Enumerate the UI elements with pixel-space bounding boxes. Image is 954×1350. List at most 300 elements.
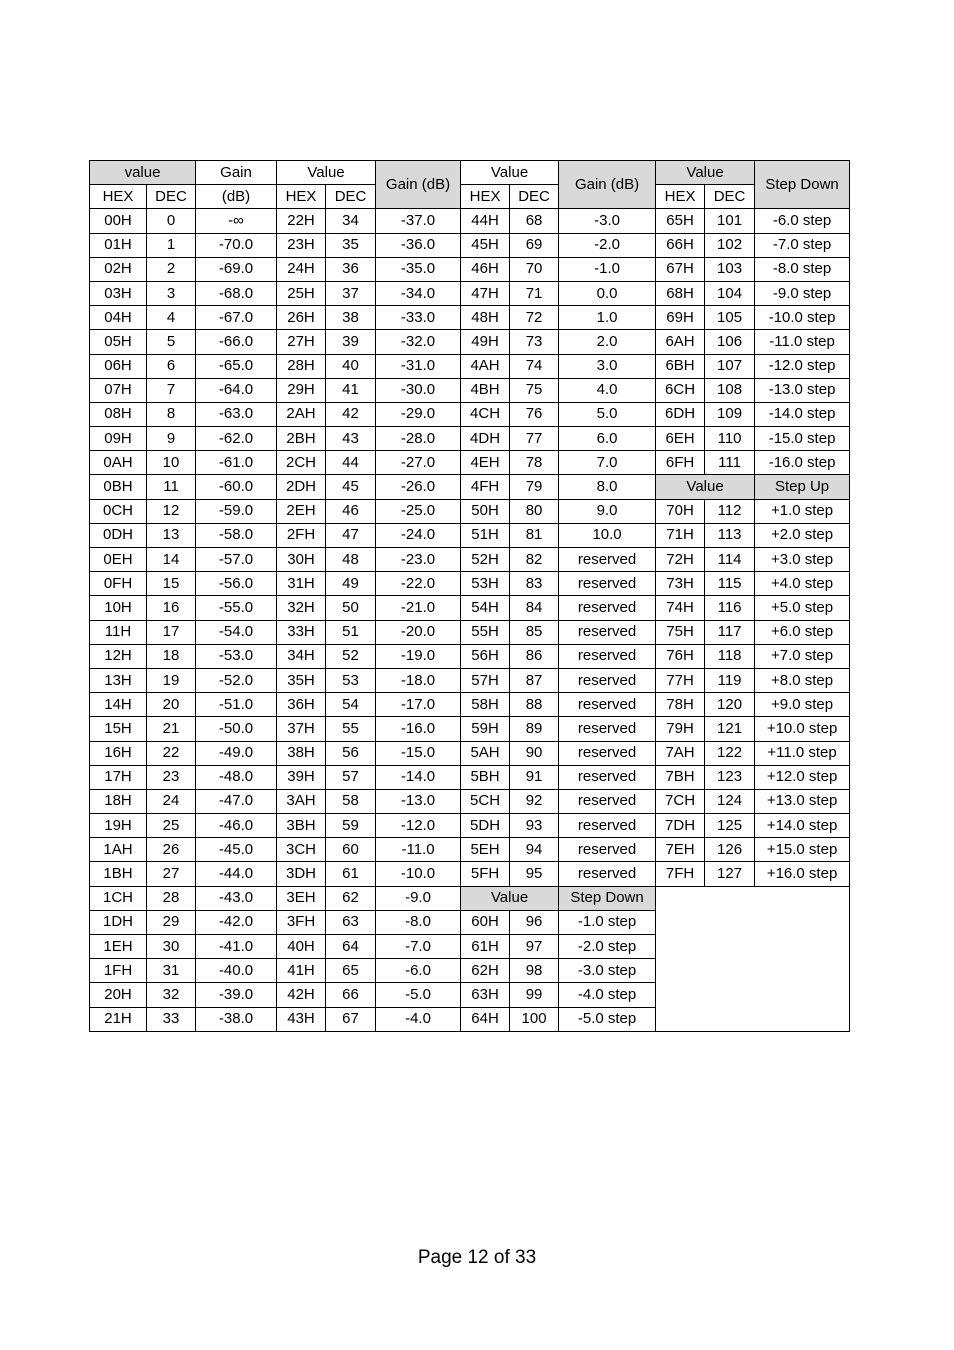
table-row — [90, 209, 850, 233]
g1-hex: 00H — [90, 209, 147, 233]
g3-dec: 80 — [510, 499, 559, 523]
g4b-dec: 116 — [705, 596, 755, 620]
g2-dec: 63 — [326, 910, 376, 934]
g2-value: -23.0 — [376, 548, 461, 572]
table-row — [90, 886, 850, 910]
g4b-value: +6.0 step — [755, 620, 850, 644]
table-row — [90, 233, 850, 257]
g3-dec: 93 — [510, 814, 559, 838]
g1-hex: 08H — [90, 402, 147, 426]
g2-hex: 32H — [277, 596, 326, 620]
g3-value: reserved — [559, 572, 656, 596]
g4-value: -6.0 step — [755, 209, 850, 233]
g3b-dec: 100 — [510, 1007, 559, 1031]
g1-dec: 7 — [147, 378, 196, 402]
g2-dec: 38 — [326, 306, 376, 330]
header-value-3: Value — [461, 161, 559, 185]
g4b-value: +9.0 step — [755, 693, 850, 717]
g4b-dec: 112 — [705, 499, 755, 523]
g4b-dec: 114 — [705, 548, 755, 572]
g4b-dec: 117 — [705, 620, 755, 644]
g4-value: -7.0 step — [755, 233, 850, 257]
g2-value: -24.0 — [376, 523, 461, 547]
g2-hex: 3EH — [277, 886, 326, 910]
g2-dec: 65 — [326, 959, 376, 983]
g3-value: -2.0 — [559, 233, 656, 257]
g1-hex: 0FH — [90, 572, 147, 596]
g2-value: -33.0 — [376, 306, 461, 330]
g2-dec: 53 — [326, 668, 376, 692]
g4-hex: 67H — [656, 257, 705, 281]
g1-value: -47.0 — [196, 789, 277, 813]
g1-dec: 9 — [147, 427, 196, 451]
g3b-hex: 64H — [461, 1007, 510, 1031]
g3-dec: 75 — [510, 378, 559, 402]
g2-value: -12.0 — [376, 814, 461, 838]
g1-hex: 12H — [90, 644, 147, 668]
g3-hex: 4AH — [461, 354, 510, 378]
g3-hex: 53H — [461, 572, 510, 596]
g1-hex: 11H — [90, 620, 147, 644]
g1-value: -57.0 — [196, 548, 277, 572]
g2-hex: 3AH — [277, 789, 326, 813]
g4-value: -13.0 step — [755, 378, 850, 402]
g1-hex: 0DH — [90, 523, 147, 547]
table-row — [90, 306, 850, 330]
g2-hex: 40H — [277, 935, 326, 959]
g3-value: reserved — [559, 548, 656, 572]
g1-hex: 17H — [90, 765, 147, 789]
g3-hex: 55H — [461, 620, 510, 644]
g1-hex: 1CH — [90, 886, 147, 910]
g1-value: -41.0 — [196, 935, 277, 959]
g2-dec: 47 — [326, 523, 376, 547]
g2-dec: 44 — [326, 451, 376, 475]
g4-dec: 111 — [705, 451, 755, 475]
g3-value: 6.0 — [559, 427, 656, 451]
g2-dec: 42 — [326, 402, 376, 426]
g2-dec: 67 — [326, 1007, 376, 1031]
g4-value: -9.0 step — [755, 281, 850, 305]
g3b-dec: 99 — [510, 983, 559, 1007]
g3-value: reserved — [559, 789, 656, 813]
g4b-dec: 119 — [705, 668, 755, 692]
table-row — [90, 620, 850, 644]
g2-hex: 29H — [277, 378, 326, 402]
header-step-down: Step Down — [755, 161, 850, 209]
g2-value: -4.0 — [376, 1007, 461, 1031]
g1-value: -61.0 — [196, 451, 277, 475]
g3-dec: 81 — [510, 523, 559, 547]
g1-value: -55.0 — [196, 596, 277, 620]
g3-hex: 57H — [461, 668, 510, 692]
g1-hex: 1DH — [90, 910, 147, 934]
header-dec-3: DEC — [510, 185, 559, 209]
g3-dec: 86 — [510, 644, 559, 668]
g1-dec: 10 — [147, 451, 196, 475]
g1-hex: 18H — [90, 789, 147, 813]
header-gain-2: Gain (dB) — [376, 161, 461, 209]
header-hex-3: HEX — [461, 185, 510, 209]
g4b-hex: 73H — [656, 572, 705, 596]
g2-dec: 61 — [326, 862, 376, 886]
header-row-1 — [90, 161, 850, 185]
g3-hex: 5CH — [461, 789, 510, 813]
g3-value: 8.0 — [559, 475, 656, 499]
g2-hex: 2EH — [277, 499, 326, 523]
g3-dec: 87 — [510, 668, 559, 692]
g2-hex: 34H — [277, 644, 326, 668]
table-row — [90, 451, 850, 475]
g2-value: -10.0 — [376, 862, 461, 886]
g3-hex: 5AH — [461, 741, 510, 765]
g1-dec: 16 — [147, 596, 196, 620]
g4-dec: 102 — [705, 233, 755, 257]
g1-dec: 6 — [147, 354, 196, 378]
table-row — [90, 402, 850, 426]
g3b-value: -2.0 step — [559, 935, 656, 959]
g3-hex: 49H — [461, 330, 510, 354]
g2-hex: 3BH — [277, 814, 326, 838]
g2-hex: 26H — [277, 306, 326, 330]
g1-hex: 07H — [90, 378, 147, 402]
g2-dec: 58 — [326, 789, 376, 813]
g4b-dec: 122 — [705, 741, 755, 765]
g2-dec: 59 — [326, 814, 376, 838]
g4b-dec: 127 — [705, 862, 755, 886]
g4b-hex: 7FH — [656, 862, 705, 886]
g4b-dec: 123 — [705, 765, 755, 789]
g2-dec: 35 — [326, 233, 376, 257]
g1-dec: 4 — [147, 306, 196, 330]
g3-hex: 46H — [461, 257, 510, 281]
table-row — [90, 475, 850, 499]
g4b-hex: 7AH — [656, 741, 705, 765]
g2-hex: 3FH — [277, 910, 326, 934]
g4-value: -15.0 step — [755, 427, 850, 451]
g2-dec: 36 — [326, 257, 376, 281]
g3-hex: 58H — [461, 693, 510, 717]
header-hex-4: HEX — [656, 185, 705, 209]
header-row-2 — [90, 185, 850, 209]
g1-dec: 14 — [147, 548, 196, 572]
g4-dec: 106 — [705, 330, 755, 354]
g4b-hex: 7DH — [656, 814, 705, 838]
g3-dec: 95 — [510, 862, 559, 886]
g2-hex: 2DH — [277, 475, 326, 499]
g1-hex: 04H — [90, 306, 147, 330]
g4b-dec: 120 — [705, 693, 755, 717]
g3-dec: 82 — [510, 548, 559, 572]
header-value-2: Value — [277, 161, 376, 185]
g4-dec: 110 — [705, 427, 755, 451]
g1-dec: 2 — [147, 257, 196, 281]
g2-dec: 43 — [326, 427, 376, 451]
g3-value: reserved — [559, 644, 656, 668]
g2-value: -5.0 — [376, 983, 461, 1007]
g2-hex: 33H — [277, 620, 326, 644]
g2-hex: 43H — [277, 1007, 326, 1031]
g2-hex: 25H — [277, 281, 326, 305]
table-row — [90, 717, 850, 741]
g3-value: 9.0 — [559, 499, 656, 523]
g2-dec: 37 — [326, 281, 376, 305]
g4b-dec: 113 — [705, 523, 755, 547]
g3-value: -3.0 — [559, 209, 656, 233]
g3-hex: 4EH — [461, 451, 510, 475]
g4b-dec: 118 — [705, 644, 755, 668]
g2-hex: 38H — [277, 741, 326, 765]
g3-value: reserved — [559, 838, 656, 862]
subheader-value-4: Value — [656, 475, 755, 499]
g1-value: -46.0 — [196, 814, 277, 838]
g2-hex: 39H — [277, 765, 326, 789]
g2-hex: 2CH — [277, 451, 326, 475]
g3-hex: 5BH — [461, 765, 510, 789]
g3-value: 3.0 — [559, 354, 656, 378]
table-row — [90, 572, 850, 596]
g4b-hex: 7EH — [656, 838, 705, 862]
g2-value: -19.0 — [376, 644, 461, 668]
table-row — [90, 523, 850, 547]
g1-dec: 33 — [147, 1007, 196, 1031]
g2-value: -13.0 — [376, 789, 461, 813]
g2-hex: 3DH — [277, 862, 326, 886]
g4-hex: 65H — [656, 209, 705, 233]
g4-dec: 104 — [705, 281, 755, 305]
g4-hex: 6AH — [656, 330, 705, 354]
g4-dec: 109 — [705, 402, 755, 426]
table-row — [90, 814, 850, 838]
g1-hex: 20H — [90, 983, 147, 1007]
g4b-hex: 76H — [656, 644, 705, 668]
g4b-value: +16.0 step — [755, 862, 850, 886]
g3b-dec: 98 — [510, 959, 559, 983]
g1-hex: 16H — [90, 741, 147, 765]
g1-hex: 19H — [90, 814, 147, 838]
g4-hex: 6DH — [656, 402, 705, 426]
g4b-value: +5.0 step — [755, 596, 850, 620]
g1-hex: 1BH — [90, 862, 147, 886]
g3-hex: 4BH — [461, 378, 510, 402]
g1-dec: 13 — [147, 523, 196, 547]
g3-value: 5.0 — [559, 402, 656, 426]
g3-hex: 5FH — [461, 862, 510, 886]
g1-value: -49.0 — [196, 741, 277, 765]
g1-dec: 8 — [147, 402, 196, 426]
table-row — [90, 281, 850, 305]
g2-value: -7.0 — [376, 935, 461, 959]
g2-hex: 31H — [277, 572, 326, 596]
g2-value: -36.0 — [376, 233, 461, 257]
g4b-value: +14.0 step — [755, 814, 850, 838]
g4-hex: 6CH — [656, 378, 705, 402]
g1-hex: 1FH — [90, 959, 147, 983]
subheader-value-3: Value — [461, 886, 559, 910]
g2-dec: 40 — [326, 354, 376, 378]
g1-value: -39.0 — [196, 983, 277, 1007]
g1-hex: 14H — [90, 693, 147, 717]
g2-value: -15.0 — [376, 741, 461, 765]
g4-value: -14.0 step — [755, 402, 850, 426]
g1-dec: 19 — [147, 668, 196, 692]
g1-value: -65.0 — [196, 354, 277, 378]
g2-value: -8.0 — [376, 910, 461, 934]
g4b-dec: 124 — [705, 789, 755, 813]
g4b-hex: 77H — [656, 668, 705, 692]
g2-value: -20.0 — [376, 620, 461, 644]
g2-hex: 27H — [277, 330, 326, 354]
g4b-hex: 78H — [656, 693, 705, 717]
g1-value: -43.0 — [196, 886, 277, 910]
g4b-dec: 125 — [705, 814, 755, 838]
g1-value: -67.0 — [196, 306, 277, 330]
g4b-hex: 79H — [656, 717, 705, 741]
g2-hex: 2AH — [277, 402, 326, 426]
table-row — [90, 644, 850, 668]
g2-dec: 64 — [326, 935, 376, 959]
g2-dec: 56 — [326, 741, 376, 765]
g4-value: -11.0 step — [755, 330, 850, 354]
header-gain-3: Gain (dB) — [559, 161, 656, 209]
g4-hex: 6BH — [656, 354, 705, 378]
g3-dec: 92 — [510, 789, 559, 813]
g3b-value: -4.0 step — [559, 983, 656, 1007]
g3-value: reserved — [559, 765, 656, 789]
g3-hex: 48H — [461, 306, 510, 330]
g1-value: -44.0 — [196, 862, 277, 886]
g1-dec: 15 — [147, 572, 196, 596]
g4-hex: 6FH — [656, 451, 705, 475]
g2-dec: 62 — [326, 886, 376, 910]
g1-dec: 3 — [147, 281, 196, 305]
g2-hex: 22H — [277, 209, 326, 233]
table-row — [90, 427, 850, 451]
g4b-value: +12.0 step — [755, 765, 850, 789]
g3-dec: 74 — [510, 354, 559, 378]
g3-value: 2.0 — [559, 330, 656, 354]
g2-value: -28.0 — [376, 427, 461, 451]
g3b-value: -3.0 step — [559, 959, 656, 983]
g2-hex: 37H — [277, 717, 326, 741]
g2-dec: 55 — [326, 717, 376, 741]
header-gain-1-bottom: (dB) — [196, 185, 277, 209]
g4b-value: +4.0 step — [755, 572, 850, 596]
table-row — [90, 862, 850, 886]
g2-value: -34.0 — [376, 281, 461, 305]
g2-value: -30.0 — [376, 378, 461, 402]
g3-dec: 71 — [510, 281, 559, 305]
g4-dec: 103 — [705, 257, 755, 281]
g3-dec: 83 — [510, 572, 559, 596]
g2-dec: 39 — [326, 330, 376, 354]
g1-value: -62.0 — [196, 427, 277, 451]
g2-value: -21.0 — [376, 596, 461, 620]
table-row — [90, 378, 850, 402]
g1-value: -50.0 — [196, 717, 277, 741]
g2-value: -17.0 — [376, 693, 461, 717]
g1-hex: 06H — [90, 354, 147, 378]
g3-hex: 4FH — [461, 475, 510, 499]
g2-dec: 66 — [326, 983, 376, 1007]
g4-value: -12.0 step — [755, 354, 850, 378]
g3-value: 0.0 — [559, 281, 656, 305]
g4b-value: +3.0 step — [755, 548, 850, 572]
g4b-hex: 70H — [656, 499, 705, 523]
g3-dec: 73 — [510, 330, 559, 354]
g2-dec: 46 — [326, 499, 376, 523]
g1-hex: 1EH — [90, 935, 147, 959]
g2-hex: 24H — [277, 257, 326, 281]
g1-value: -40.0 — [196, 959, 277, 983]
g3-dec: 68 — [510, 209, 559, 233]
g1-value: -53.0 — [196, 644, 277, 668]
table-row — [90, 354, 850, 378]
g3-value: reserved — [559, 717, 656, 741]
g4-hex: 68H — [656, 281, 705, 305]
g4b-dec: 121 — [705, 717, 755, 741]
g3-value: reserved — [559, 620, 656, 644]
g3-dec: 84 — [510, 596, 559, 620]
g4b-dec: 126 — [705, 838, 755, 862]
g1-hex: 21H — [90, 1007, 147, 1031]
g4-hex: 6EH — [656, 427, 705, 451]
table-row — [90, 257, 850, 281]
g1-dec: 25 — [147, 814, 196, 838]
g1-dec: 27 — [147, 862, 196, 886]
header-value-4: Value — [656, 161, 755, 185]
g2-dec: 45 — [326, 475, 376, 499]
g1-value: -51.0 — [196, 693, 277, 717]
g4b-hex: 74H — [656, 596, 705, 620]
g4-dec: 101 — [705, 209, 755, 233]
g3-dec: 85 — [510, 620, 559, 644]
g3-dec: 91 — [510, 765, 559, 789]
g4b-value: +10.0 step — [755, 717, 850, 741]
header-value-1: value — [90, 161, 196, 185]
g2-hex: 35H — [277, 668, 326, 692]
g2-value: -31.0 — [376, 354, 461, 378]
g1-value: -45.0 — [196, 838, 277, 862]
g2-value: -6.0 — [376, 959, 461, 983]
table-row — [90, 330, 850, 354]
g3-value: 10.0 — [559, 523, 656, 547]
g1-hex: 09H — [90, 427, 147, 451]
g2-dec: 48 — [326, 548, 376, 572]
g1-dec: 18 — [147, 644, 196, 668]
g1-hex: 13H — [90, 668, 147, 692]
table-row — [90, 693, 850, 717]
g3b-dec: 97 — [510, 935, 559, 959]
g3b-hex: 62H — [461, 959, 510, 983]
g2-value: -35.0 — [376, 257, 461, 281]
g2-value: -32.0 — [376, 330, 461, 354]
g1-hex: 15H — [90, 717, 147, 741]
g1-value: -52.0 — [196, 668, 277, 692]
g3-dec: 78 — [510, 451, 559, 475]
empty-area — [656, 886, 850, 1031]
g1-dec: 20 — [147, 693, 196, 717]
g3-value: reserved — [559, 596, 656, 620]
g2-dec: 34 — [326, 209, 376, 233]
g4b-value: +8.0 step — [755, 668, 850, 692]
g1-value: -68.0 — [196, 281, 277, 305]
g1-value: -58.0 — [196, 523, 277, 547]
g3-dec: 89 — [510, 717, 559, 741]
g3-dec: 76 — [510, 402, 559, 426]
g1-hex: 0CH — [90, 499, 147, 523]
g1-dec: 26 — [147, 838, 196, 862]
